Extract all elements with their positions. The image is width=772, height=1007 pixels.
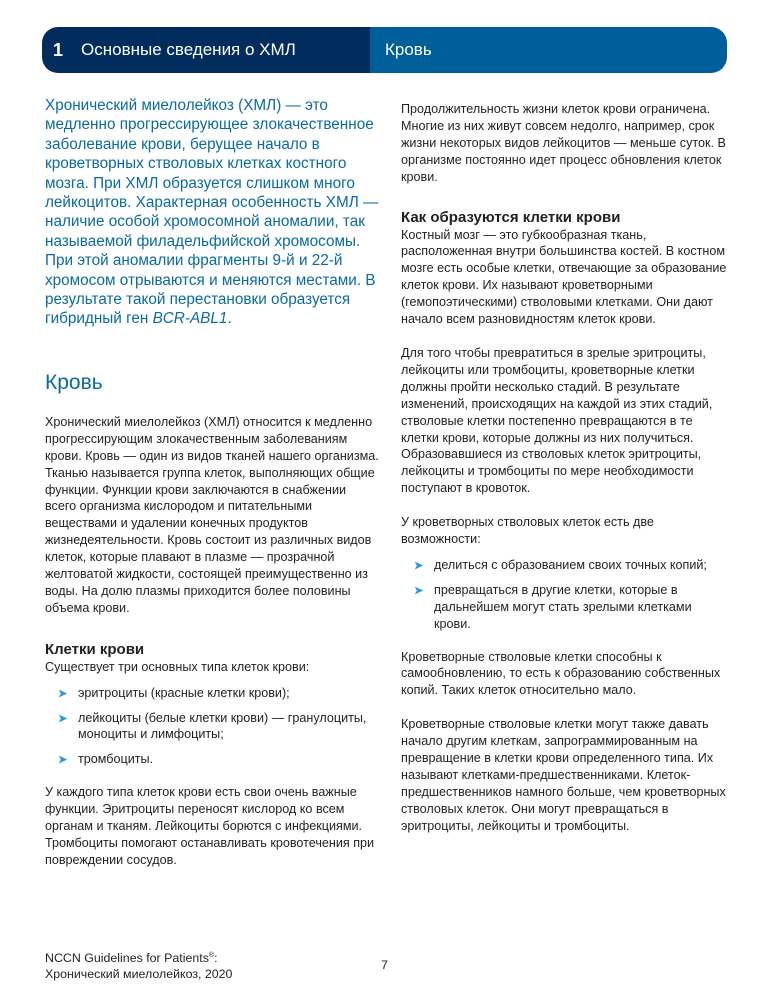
list-item-text: тромбоциты. bbox=[78, 752, 154, 767]
footer-citation bbox=[45, 948, 232, 982]
chevron-right-icon: ➤ bbox=[58, 712, 68, 725]
chapter-tab bbox=[42, 27, 370, 73]
cell-functions-paragraph: У каждого типа клеток крови есть свои очень важные функции. Эритроциты переносят кислород ко всем органам и тканям. Лейкоциты борются с инфекциями. Тромбоциты помогают останавливать кровотечения при повреждении сосудов. bbox=[45, 785, 375, 867]
chevron-right-icon: ➤ bbox=[58, 687, 68, 700]
lifespan-paragraph: Продолжительность жизни клеток крови ограничена. Многие из них живут совсем недолго, например, срок жизни некоторых видов лейкоцитов — меньше суток. В организме постоянно идет процесс обновления клеток крови. bbox=[401, 102, 726, 184]
right-column bbox=[401, 96, 731, 835]
list-item-text: превращаться в другие клетки, которые в дальнейшем могут стать зрелыми клетками крови. bbox=[434, 582, 692, 631]
list-item bbox=[45, 751, 380, 768]
blood-cells-list bbox=[45, 685, 380, 769]
list-item-text: эритроциты (красные клетки крови); bbox=[78, 685, 290, 700]
blood-cells-intro: Существует три основных типа клеток крови: bbox=[45, 659, 310, 674]
gene-name: BCR-ABL1 bbox=[152, 310, 228, 328]
intro-paragraph bbox=[45, 96, 380, 329]
intro-text: Хронический миелолейкоз (ХМЛ) — это медленно прогрессирующее злокачественное заболевание крови, берущее начало в кроветворных стволовых клетках костного мозга. При ХМЛ образуется слишком много лейкоцитов. Характерная особенность ХМЛ — наличие особой хромосомной аномалии, так называемой филадельфийской хромосомы. При этой аномалии фрагменты 9-й и 22-й хромосом отрываются и меняются местами. В результате такой перестановки образуется гибридный ген bbox=[45, 97, 379, 328]
list-item bbox=[45, 710, 380, 744]
list-item bbox=[401, 557, 731, 574]
chapter-header-bar bbox=[42, 27, 727, 73]
chevron-right-icon: ➤ bbox=[58, 754, 68, 767]
list-item bbox=[401, 582, 731, 633]
section-title: Кровь bbox=[385, 40, 432, 59]
page-number: 7 bbox=[381, 958, 388, 972]
registered-mark: ® bbox=[208, 952, 215, 959]
progenitors-paragraph: Кроветворные стволовые клетки могут также давать начало другим клеткам, запрограммированным на превращение в клетки крови определенного типа. Их называют клетками-предшественниками. Клеток-предшественников намного больше, чем кроветворных стволовых клеток. Они могут превращаться в эритроциты, лейкоциты и тромбоциты. bbox=[401, 717, 726, 833]
formation-heading: Как образуются клетки крови bbox=[401, 208, 621, 226]
blood-paragraph: Хронический миелолейкоз (ХМЛ) относится к медленно прогрессирующим злокачественным заболеваниям крови. Кровь — один из видов тканей нашего организма. Тканью называется группа клеток, выполняющих общие функции. Функции крови заключаются в снабжении всего организма кислородом и питательными веществами и удалении конечных продуктов жизнедеятельности. Кровь состоит из различных видов клеток, которые плавают в плазме — прозрачной желтоватой жидкости, состоящей преимущественно из воды. На долю плазмы приходится более половины объема крови. bbox=[45, 414, 379, 615]
list-item bbox=[45, 685, 380, 702]
chapter-title: Основные сведения о ХМЛ bbox=[81, 40, 296, 59]
list-item-text: лейкоциты (белые клетки крови) — гранулоциты, моноциты и лимфоциты; bbox=[78, 710, 367, 742]
self-renewal-paragraph: Кроветворные стволовые клетки способны к самообновлению, то есть к образованию собственных копий. Таких клеток относительно мало. bbox=[401, 649, 721, 698]
footer-colon: : bbox=[214, 951, 218, 966]
list-item-text: делиться с образованием своих точных копий; bbox=[434, 557, 707, 572]
maturation-paragraph: Для того чтобы превратиться в зрелые эритроциты, лейкоциты или тромбоциты, кроветворные клетки должны пройти несколько стадий. В результате изменений, происходящих на каждой из этих стадий, стволовые клетки постепенно превращаются в те клетки крови, которые должны из них получиться. Образовавшиеся из стволовых клеток эритроциты, лейкоциты и тромбоциты по мере необходимости поступают в кровоток. bbox=[401, 345, 713, 496]
footer-line-2: Хронический миелолейкоз, 2020 bbox=[45, 967, 233, 982]
stem-cell-options-list bbox=[401, 557, 731, 633]
section-tab bbox=[370, 27, 727, 73]
formation-paragraph: Костный мозг — это губкообразная ткань, расположенная внутри большинства костей. В костном мозге есть особые клетки, отвечающие за образование клеток крови. Их называют кроветворными (гемопоэтическими) стволовыми клетками. Они дают начало всем разновидностям клеток крови. bbox=[401, 227, 727, 327]
section-heading-blood: Кровь bbox=[45, 370, 103, 394]
intro-end: . bbox=[227, 310, 232, 328]
footer-guideline-title: NCCN Guidelines for Patients bbox=[45, 951, 209, 966]
blood-cells-heading: Клетки крови bbox=[45, 640, 145, 658]
options-intro: У кроветворных стволовых клеток есть две возможности: bbox=[401, 515, 654, 547]
chevron-right-icon: ➤ bbox=[414, 559, 424, 572]
chevron-right-icon: ➤ bbox=[414, 584, 424, 597]
footer-line-1 bbox=[45, 948, 232, 966]
left-column bbox=[45, 96, 380, 869]
chapter-number: 1 bbox=[53, 39, 64, 60]
